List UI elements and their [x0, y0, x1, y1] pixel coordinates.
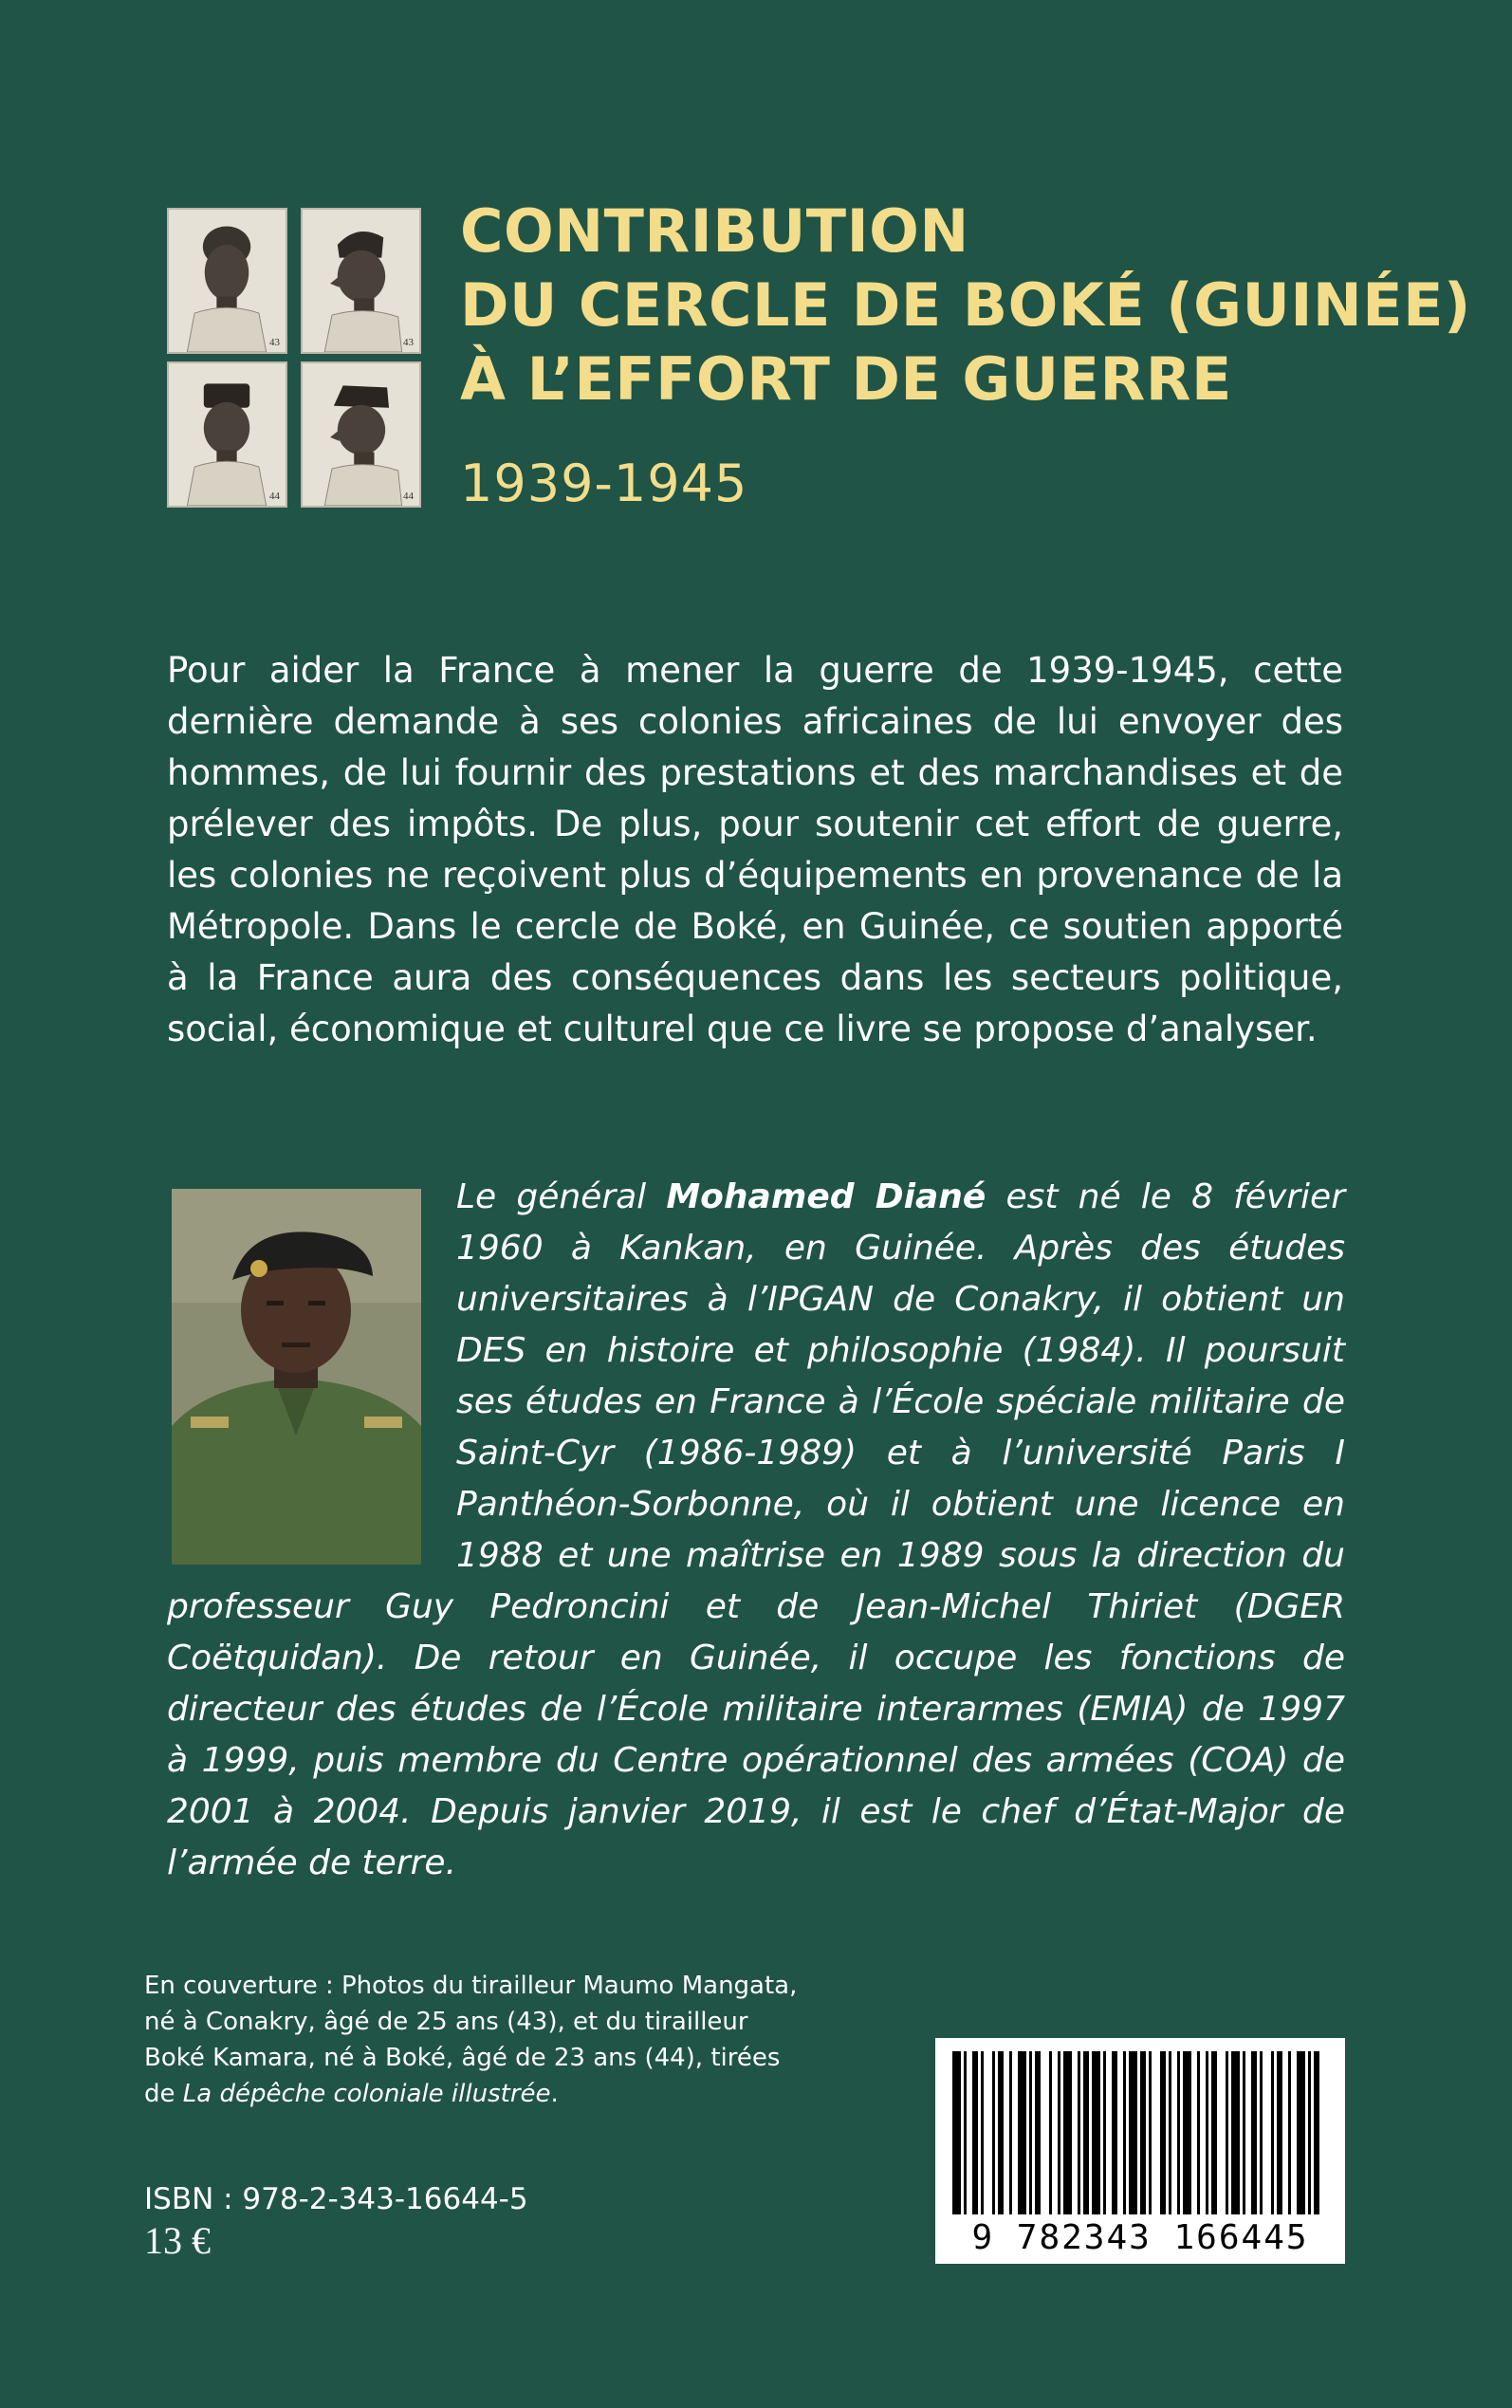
barcode-bar — [1288, 2051, 1291, 2214]
barcode-bar — [964, 2051, 967, 2214]
portrait-profile-43 — [301, 208, 421, 354]
plate-number: 44 — [269, 491, 280, 502]
title-line-3: À L’EFFORT DE GUERRE — [460, 344, 1232, 414]
barcode-bar — [1314, 2051, 1319, 2214]
portrait-grid — [167, 208, 423, 508]
barcode-bar — [1271, 2051, 1274, 2214]
barcode-bar — [1058, 2051, 1060, 2214]
author-bio — [167, 1172, 1345, 1889]
barcode-bar — [1083, 2051, 1089, 2214]
book-title — [460, 194, 1471, 417]
photo-spacer — [167, 1172, 456, 1578]
barcode-bar — [1035, 2051, 1041, 2214]
barcode-bar — [1149, 2051, 1152, 2214]
barcode-bar — [1169, 2051, 1171, 2214]
barcode-bar — [1018, 2051, 1026, 2214]
credits-source-title: La dépêche coloniale illustrée — [182, 2080, 551, 2108]
barcode-bar — [1140, 2051, 1146, 2214]
barcode-bar — [1197, 2051, 1200, 2214]
isbn-number: ISBN : 978-2-343-16644-5 — [144, 2182, 528, 2216]
plate-number: 43 — [269, 337, 280, 348]
barcode-bars — [935, 2038, 1345, 2228]
barcode-digits: 9 782343 166445 — [971, 2218, 1309, 2257]
barcode-bar — [1206, 2051, 1208, 2214]
barcode-bar — [1029, 2051, 1032, 2214]
portrait-front-44 — [167, 361, 287, 508]
barcode-bar — [1063, 2051, 1072, 2214]
price: 13 € — [144, 2219, 211, 2262]
barcode-bar — [1260, 2051, 1263, 2214]
barcode-bar — [1129, 2051, 1137, 2214]
barcode-bar — [1049, 2051, 1052, 2214]
book-summary: Pour aider la France à mener la guerre de 1939-1945, cette dernière demande à ses colonies africaines de lui envoyer des hommes, de lui fournir des prestations et des marchandises et de prélever des impôts. De plus, pour soutenir cet effort de guerre, les colonies ne reçoivent plus d’équipements en provenance de la Métropole. Dans le cercle de Boké, en Guinée, ce soutien apporté à la France aura des conséquences dans les secteurs politique, social, économique et culturel que ce livre se propose d’analyser. — [167, 650, 1343, 1049]
barcode — [935, 2038, 1345, 2264]
portrait-front-43 — [167, 208, 287, 354]
title-line-1: CONTRIBUTION — [460, 196, 969, 266]
bio-rest: est né le 8 février 1960 à Kankan, en Guinée. Après des études universitaires à l’IPGAN de Conakry, il obtient un DES en histoire et philosophie (1984). Il poursuit ses études en France à l’École spéciale militaire de Saint-Cyr (1986-1989) et à l’université Paris I Panthéon-Sorbonne, où il obtient une licence en 1988 et une maîtrise en 1989 sous la direction du professeur Guy Pedroncini et de Jean-Michel Thiriet (DGER Coëtquidan). De retour en Guinée, il occupe les fonctions de directeur des études de l’École militaire interarmes (EMIA) de 1997 à 1999, puis membre du Centre opérationnel des armées (COA) de 2001 à 2004. Depuis janvier 2019, il est le chef d’État-Major de l’armée de terre. — [167, 1177, 1345, 1882]
barcode-bar — [972, 2051, 978, 2214]
barcode-bar — [952, 2051, 961, 2214]
barcode-bar — [1112, 2051, 1117, 2214]
barcode-bar — [1226, 2051, 1228, 2214]
credits-text: En couverture : Photos du tirailleur Maumo Mangata, né à Conakry, âgé de 25 ans (43), et du tirailleur Boké Kamara, né à Boké, âgé de 23 ans (44), tirées de — [144, 1972, 798, 2108]
portrait-profile-44 — [301, 361, 421, 508]
barcode-bar — [1177, 2051, 1180, 2214]
barcode-bar — [1308, 2051, 1311, 2214]
barcode-bar — [1243, 2051, 1245, 2214]
barcode-bar — [1297, 2051, 1305, 2214]
book-years: 1939-1945 — [460, 454, 748, 513]
barcode-bar — [1009, 2051, 1012, 2214]
barcode-bar — [1251, 2051, 1257, 2214]
barcode-bar — [1078, 2051, 1080, 2214]
barcode-bar — [1123, 2051, 1126, 2214]
barcode-bar — [998, 2051, 1004, 2214]
bio-intro: Le général — [456, 1177, 667, 1216]
barcode-bar — [1160, 2051, 1166, 2214]
barcode-bar — [1103, 2051, 1106, 2214]
title-line-2: DU CERCLE DE BOKÉ (GUINÉE) — [460, 270, 1471, 340]
author-name: Mohamed Diané — [666, 1177, 986, 1216]
barcode-bar — [981, 2051, 984, 2214]
barcode-bar — [1092, 2051, 1100, 2214]
plate-number: 43 — [403, 337, 414, 348]
barcode-bar — [1277, 2051, 1282, 2214]
cover-credits — [144, 1968, 808, 2112]
credits-end: . — [550, 2080, 559, 2108]
barcode-bar — [1231, 2051, 1240, 2214]
barcode-bar — [992, 2051, 995, 2214]
barcode-bar — [1211, 2051, 1217, 2214]
plate-number: 44 — [403, 491, 414, 502]
barcode-bar — [1183, 2051, 1191, 2214]
